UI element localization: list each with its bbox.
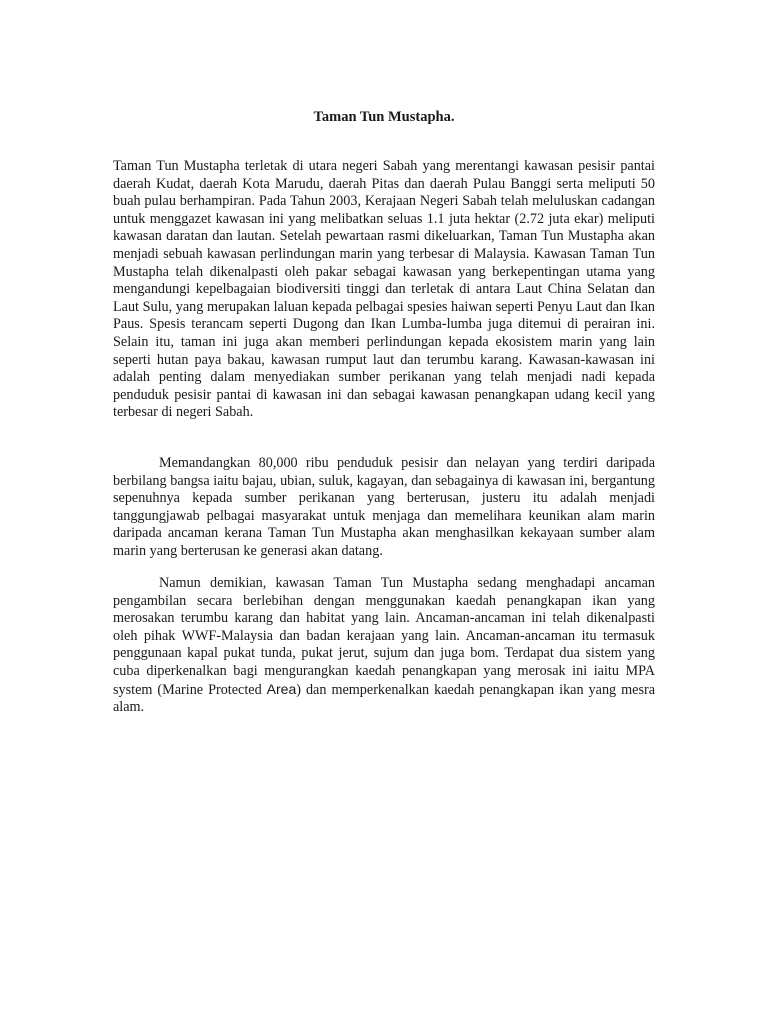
paragraph-1: Taman Tun Mustapha terletak di utara negeri Sabah yang merentangi kawasan pesisir pantai daerah Kudat, daerah Kota Marudu, daerah Pitas dan daerah Pulau Banggi serta meliputi 50 buah pulau berhampiran. Pada Tahun 2003, Kerajaan Negeri Sabah telah meluluskan cadangan untuk menggazet kawasan ini yang melibatkan seluas 1.1 juta hektar (2.72 juta ekar) meliputi kawasan daratan dan lautan. Setelah pewartaan rasmi dikeluarkan, Taman Tun Mustapha akan menjadi sebuah kawasan perlindungan marin yang terbesar di Malaysia. Kawasan Taman Tun Mustapha telah dikenalpasti oleh pakar sebagai kawasan yang berkepentingan utama yang mengandungi kepelbagaian biodiversiti tinggi dan terletak di antara Laut China Selatan dan Laut Sulu, yang merupakan laluan kepada pelbagai spesies haiwan seperti Penyu Laut dan Ikan Paus. Spesis terancam seperti Dugong dan Ikan Lumba-lumba juga ditemui di perairan ini. Selain itu, taman ini juga akan memberi perlindungan kepada ekosistem marin yang lain seperti hutan paya bakau, kawasan rumput laut dan terumbu karang. Kawasan-kawasan ini adalah penting dalam menyediakan sumber perikanan yang telah menjadi nadi kepada penduduk pesisir pantai di kawasan ini dan sebagai kawasan penangkapan udang kecil yang terbesar di negeri Sabah. xyxy=(113,158,655,421)
paragraph-3-text-start: Namun demikian, kawasan Taman Tun Mustapha sedang menghadapi ancaman pengambilan secara berlebihan dengan menggunakan kaedah penangkapan ikan yang merosakan terumbu karang dan habitat yang lain. Ancaman-ancaman ini telah dikenalpasti oleh pihak WWF-Malaysia dan badan kerajaan yang lain. Ancaman-ancaman itu termasuk penggunaan kapal pukat tunda, pukat jerut, sujum dan juga bom. Terdapat dua sistem yang cuba diperkenalkan bagi mengurangkan kaedah penangkapan yang merosak ini iaitu MPA system (Marine Protected xyxy=(113,575,655,698)
document-title: Taman Tun Mustapha. xyxy=(313,109,455,125)
paragraph-3-area-word: Area xyxy=(266,680,297,697)
paragraph-3 xyxy=(113,575,655,717)
paragraph-2: Memandangkan 80,000 ribu penduduk pesisir dan nelayan yang terdiri daripada berbilang bangsa iaitu bajau, ubian, suluk, kagayan, dan sebagainya di kawasan ini, bergantung sepenuhnya kepada sumber perikanan yang berterusan, justeru itu adalah menjadi tanggungjawab pelbagai masyarakat untuk menjaga dan memelihara keunikan alam marin daripada ancaman kerana Taman Tun Mustapha akan menghasilkan kekayaan sumber alam marin yang berterusan ke generasi akan datang. xyxy=(113,455,655,559)
paragraph-3-text-end: ) dan memperkenalkan kaedah penangkapan ikan yang mesra alam. xyxy=(113,681,655,716)
